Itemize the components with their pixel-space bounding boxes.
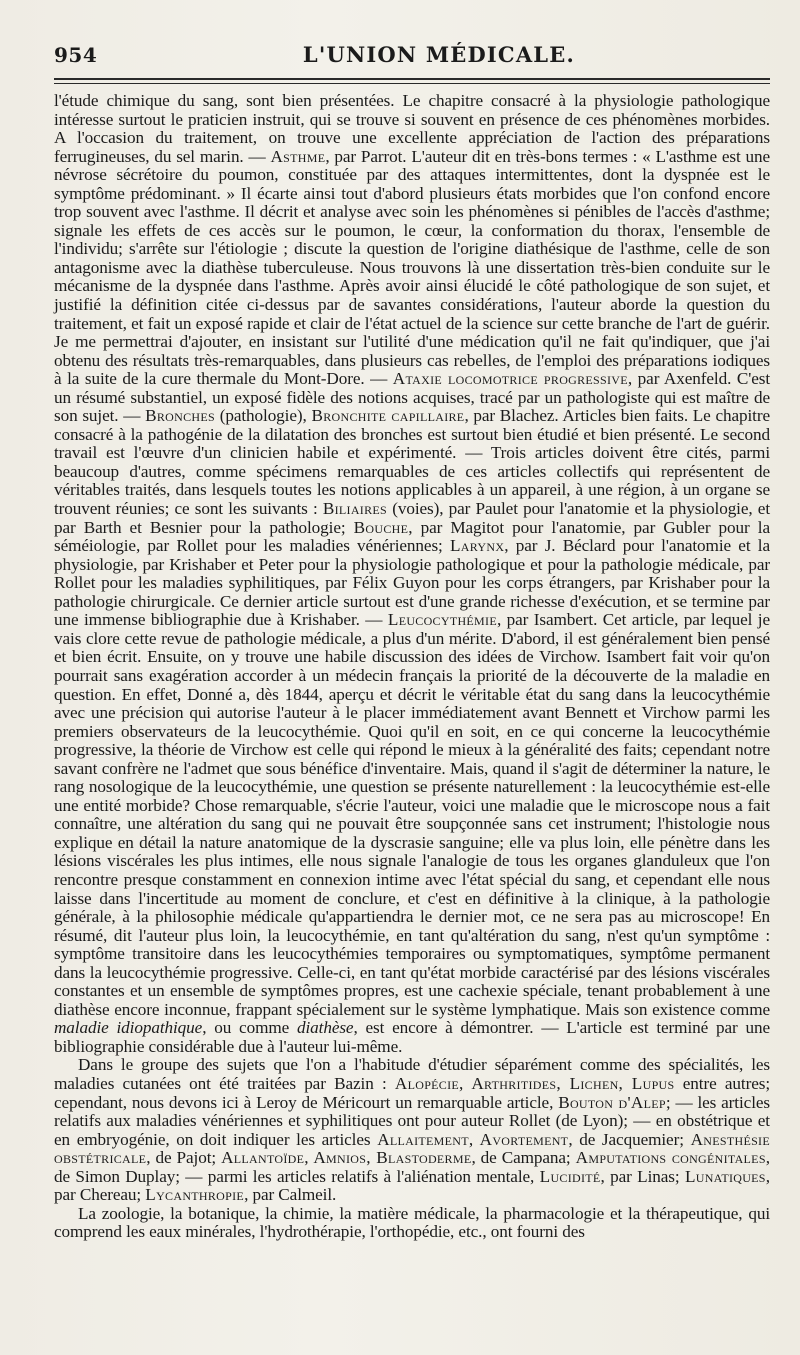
small-caps-term: Asthme — [270, 146, 326, 166]
small-caps-term: Lycanthropie — [145, 1185, 245, 1205]
text-run: l'étude chimique du sang, sont bien présentées. Le chapitre consacré à la physiologie pathologique intéresse surtout le praticien instruit, qui se trouve si souvent en présence de ces phénomènes morbides. A l'occasion du traitement, on trouve une excellente appréciation de l'action des préparations ferrugineuses, du sel marin. — — [54, 91, 770, 166]
text-run: , par Axenfeld. C'est un résumé substantiel, un exposé fidèle des notions acquises, tracé par un pathologiste qui est maître de son sujet. — — [54, 369, 770, 426]
paragraph — [54, 1056, 770, 1204]
small-caps-term: Ataxie locomotrice progressive — [392, 369, 628, 389]
small-caps-term: Lucidité — [539, 1166, 601, 1186]
paragraph — [54, 92, 770, 1056]
text-run: , ou comme — [202, 1018, 297, 1038]
small-caps-term: Allaitement, Avortement — [377, 1129, 569, 1149]
text-run: La zoologie, la botanique, la chimie, la matière médicale, la pharmacologie et la thérapeutique, qui comprend les eaux minérales, l'hydrothérapie, l'orthopédie, etc., ont fourni des — [54, 1203, 770, 1242]
text-run: , de Simon Duplay; — parmi les articles relatifs à l'aliénation mentale, — [54, 1148, 770, 1186]
text-run: , est encore à démontrer. — L'article est terminé par une bibliographie considérable due à l'auteur lui-même. — [54, 1018, 770, 1056]
text-run: , de Campana; — [471, 1148, 576, 1168]
small-caps-term: Biliaires — [322, 499, 388, 519]
small-caps-term: Lunatiques — [684, 1166, 766, 1186]
page-number: 954 — [54, 43, 98, 67]
small-caps-term: Amputations congénitales — [575, 1148, 766, 1168]
text-run: (pathologie), — [214, 406, 312, 426]
running-title: L'UNION MÉDICALE. — [302, 42, 575, 67]
small-caps-term: Bronches — [145, 406, 215, 426]
text-run: , par J. Béclard pour l'anatomie et la physiologie, par Krishaber et Peter pour la physiologie pathologique et pour la pathologie médicale, par Rollet pour les maladies syphilitiques, par Félix Guyon pour les corps étrangers, par Krishaber pour la pathologie chirurgicale. Ce dernier article surtout est d'une grande richesse d'exécution, et se termine par une immense bibliographie due à Krishaber. — — [54, 536, 770, 630]
text-run: , par Isambert. Cet article, par lequel je vais clore cette revue de pathologie médicale, a plus d'un mérite. D'abord, il est généralement bien pensé et bien écrit. Ensuite, on y trouve une habile discussion des idées de Virchow. Isambert fait voir qu'on pourrait sans exagération accorder à un médecin français la priorité de la découverte de la maladie en question. En effet, Donné a, dès 1844, aperçu et décrit le véritable état du sang dans la leucocythémie avec une précision qui autorise l'auteur à le placer immédiatement avant Bennett et Virchow parmi les premiers observateurs de la leucocythémie. Quoi qu'il en soit, en ce qui concerne la leucocythémie progressive, la théorie de Virchow est celle qui répond le mieux à la généralité des faits; cependant notre savant confrère ne l'admet que sous bénéfice d'inventaire. Mais, quand il s'agit de déterminer la nature, le rang nosologique de la leucocythémie, une question se présente naturellement : la leucocythémie est-elle une entité morbide? Chose remarquable, s'écrie l'auteur, voici une maladie que le microscope nous a fait connaître, une altération du sang qui ne pouvait être soupçonnée sans cet instrument; l'histologie nous explique en détail la nature anatomique de la dyscrasie sanguine; elle va plus loin, elle pénètre dans les lésions viscérales les plus intimes, elle nous signale l'analogie de tous les organes glanduleux que l'on rencontre presque constamment en connexion intime avec l'état spécial du sang, et cependant elle nous laisse dans l'incertitude au moment de conclure, et c'est en définitive à la clinique, à la pathologie générale, à la philosophie médicale qu'appartiendra le dernier mot, ce ne sera pas au microscope! En résumé, dit l'auteur plus loin, la leucocythémie, en tant qu'altération du sang, n'est qu'un symptôme : symptôme transitoire dans les leucocythémies temporaires ou symptomatiques, symptôme permanent dans la leucocythémie progressive. Celle-ci, en tant qu'état morbide caractérisé par des lésions viscérales constantes et un ensemble de symptômes propres, est une cachexie spéciale, tenant probablement à une diathèse encore inconnue, frappant spécialement sur le système lymphatique. Mais son existence comme — [54, 610, 770, 1019]
small-caps-term: Allantoïde, Amnios, Blastoderme — [221, 1148, 472, 1168]
text-run: Dans le groupe des sujets que l'on a l'habitude d'étudier séparément comme des spécialités, les maladies cutanées ont été traitées par Bazin : — [54, 1055, 770, 1093]
text-run: entre autres; cependant, nous devons ici à Leroy de Méricourt un remarquable article, — [54, 1073, 770, 1112]
text-run: , par Parrot. L'auteur dit en très-bons termes : « L'asthme est une névrose sécrétoire du poumon, constituée par des attaques intermittentes, dont la dyspnée est le symptôme prédominant. » Il écarte ainsi tout d'abord plusieurs états morbides que l'on confond encore trop souvent avec l'asthme. Il décrit et analyse avec soin les phénomènes si pénibles de l'accès d'asthme; signale les effets de ces accès sur le poumon, le cœur, la conformation du thorax, l'ensemble de l'individu; s'arrête sur l'étiologie ; discute la question de l'origine diathésique de l'asthme, celle de son antagonisme avec la diathèse tuberculeuse. Nous trouvons là une dissertation très-bien conduite sur le mécanisme de la dyspnée dans l'asthme. Après avoir ainsi élucidé le côté pathologique de son sujet, et justifié la définition citée ci-dessus par de savantes considérations, l'auteur aborde la question du traitement, et fait un exposé rapide et clair de l'état actuel de la science sur cette branche de l'art de guérir. Je me permettrai d'ajouter, en insistant sur l'utilité d'une médication qu'il ne fait qu'indiquer, que j'ai obtenu des résultats très-remarquables, dans plusieurs cas rebelles, de l'emploi des préparations iodiques à la suite de la cure thermale du Mont-Dore. — — [54, 146, 770, 389]
header-rule-thin — [54, 83, 770, 84]
text-run: , par Chereau; — [54, 1166, 770, 1205]
small-caps-term: Bouton d'Alep — [558, 1092, 666, 1112]
text-run: , par Blachez. Articles bien faits. Le chapitre consacré à la pathogénie de la dilatation des bronches est surtout bien étudié et bien présenté. Le second travail est l'œuvre d'un clinicien habile et expérimenté. — Trois articles doivent être cités, parmi beaucoup d'autres, comme spécimens remarquables de ces articles collectifs qui représentent de véritables traités, dans lesquels toutes les notions applicables à un appareil, à une région, à un organe se trouvent réunies; ce sont les suivants : — [54, 406, 770, 519]
small-caps-term: Bouche — [353, 517, 409, 537]
page-header — [54, 42, 770, 76]
text-run: , par Calmeil. — [244, 1185, 337, 1205]
small-caps-term: Bronchite capillaire — [311, 406, 465, 426]
text-run: , de Pajot; — [146, 1148, 222, 1168]
header-rule — [54, 78, 770, 80]
article-body — [54, 92, 770, 1242]
small-caps-term: Leucocythémie — [387, 610, 497, 630]
text-run: , de Jacquemier; — [568, 1129, 691, 1149]
small-caps-term: Alopécie, Arthritides, Lichen, Lupus — [394, 1073, 675, 1093]
text-run: , par Linas; — [600, 1166, 685, 1186]
small-caps-term: Larynx — [449, 536, 505, 556]
paragraph — [54, 1205, 770, 1242]
text-run: ; — les articles relatifs aux maladies vénériennes et syphilitiques ont pour auteur Rollet (de Lyon); — en obstétrique et en embryogénie, on doit indiquer les articles — [54, 1092, 770, 1149]
small-caps-term: Anesthésie obstétricale — [54, 1129, 770, 1168]
text-run: (voies), par Paulet pour l'anatomie et la physiologie, et par Barth et Besnier pour la pathologie; — [54, 499, 770, 537]
text-run: , par Magitot pour l'anatomie, par Gubler pour la séméiologie, par Rollet pour les maladies vénériennes; — [54, 517, 770, 556]
italic-term: diathèse — [296, 1018, 354, 1038]
italic-term: maladie idiopathique — [54, 1018, 203, 1038]
